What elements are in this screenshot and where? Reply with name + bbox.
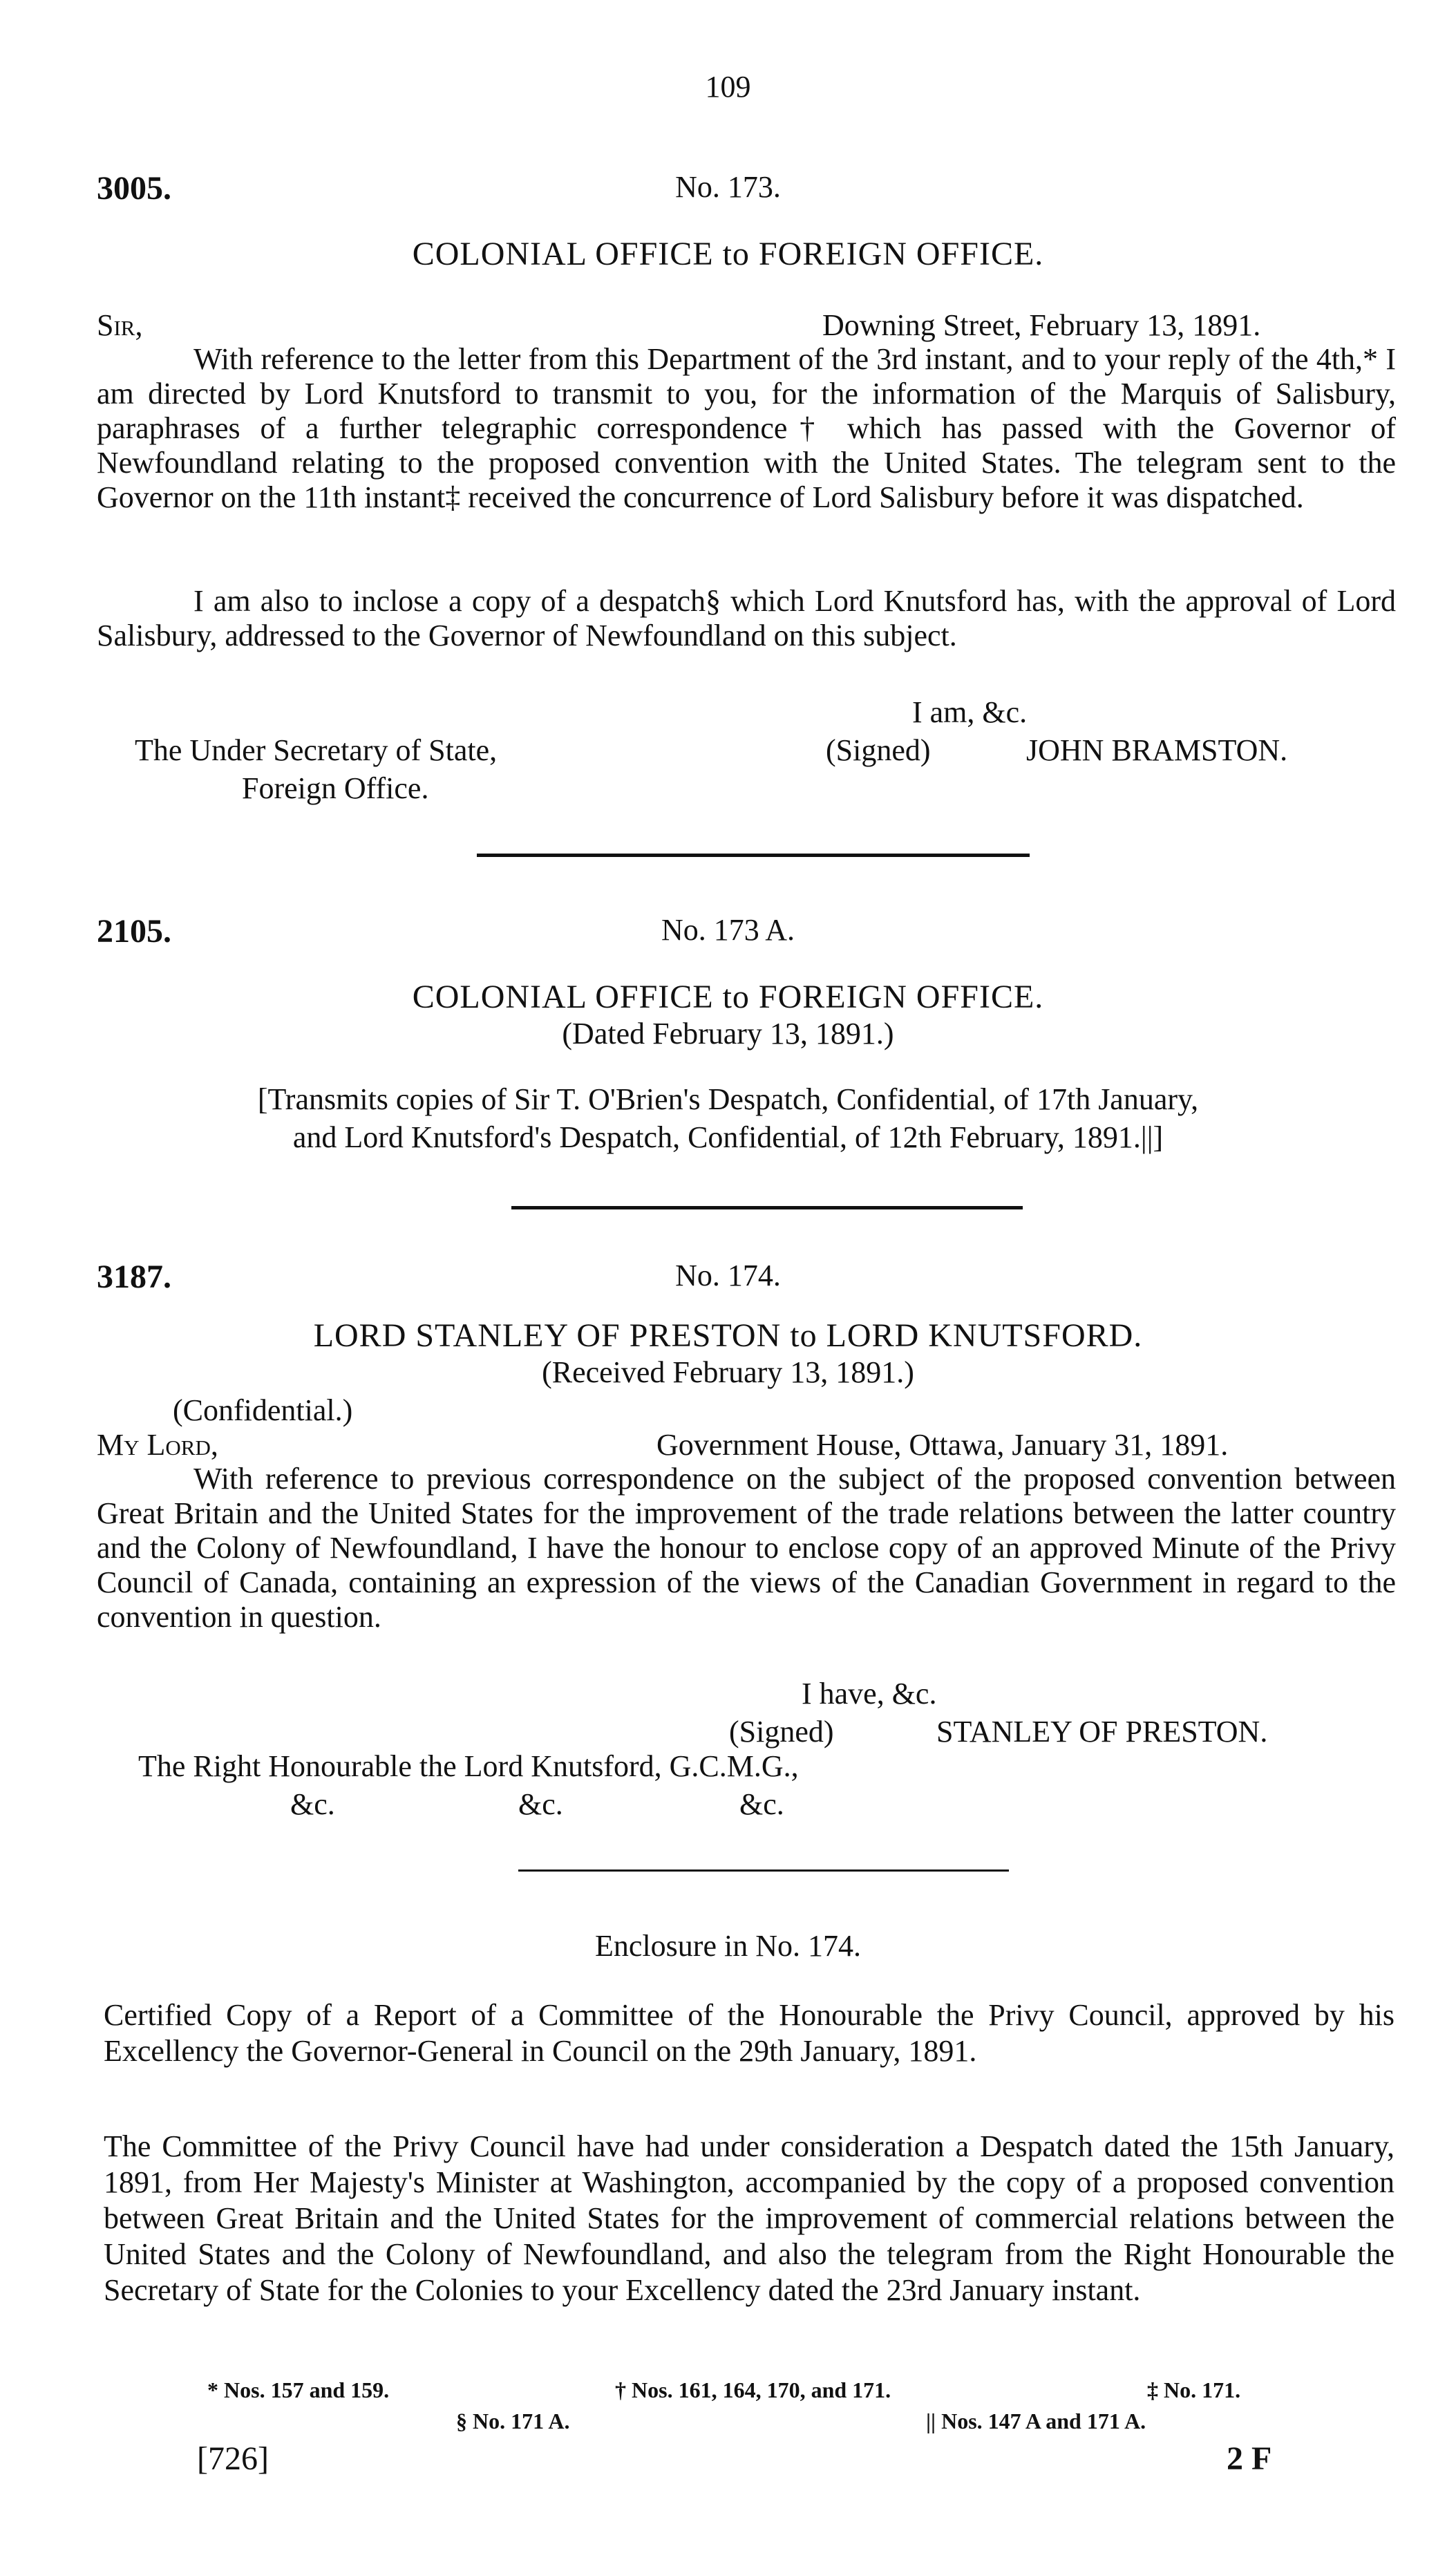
reference-number: 2105. — [97, 913, 171, 950]
section-divider — [518, 1869, 1009, 1872]
letter-paragraph: With reference to the letter from this Department of the 3rd instant, and to your reply of the 4th,* I am directed by Lord Knutsford to transmit to you, for the information of the Marquis of Salisbury, paraphrases of a further telegraphic correspondence† which has passed with the Governor of Newfoundland relating to the proposed convention with the United States. The telegram sent to the Governor on the 11th instant‡ received the concurrence of Lord Salisbury before it was dispatched. — [97, 342, 1396, 514]
summary-line: [Transmits copies of Sir T. O'Brien's Despatch, Confidential, of 17th January, — [257, 1082, 1199, 1116]
addressee-office: Foreign Office. — [242, 771, 429, 805]
place-date: Government House, Ottawa, January 31, 1891. — [656, 1428, 1229, 1462]
footnote: † Nos. 161, 164, 170, and 171. — [615, 2377, 891, 2402]
enclosure-heading: Enclosure in No. 174. — [595, 1929, 861, 1963]
etc-mark: &c. — [290, 1787, 335, 1821]
letter-paragraph: I am also to inclose a copy of a despatch§ which Lord Knutsford has, with the approval of Lord Salisbury, addressed to the Governor of Newfoundland on this subject. — [97, 584, 1396, 652]
page-number: 109 — [705, 70, 751, 104]
document-number: No. 173 A. — [661, 913, 795, 947]
footnote: * Nos. 157 and 159. — [207, 2377, 390, 2402]
section-heading: COLONIAL OFFICE to FOREIGN OFFICE. — [412, 979, 1044, 1015]
closing: I have, &c. — [802, 1677, 937, 1711]
footnote: § No. 171 A. — [456, 2409, 570, 2433]
printer-mark: [726] — [197, 2440, 269, 2477]
closing: I am, &c. — [912, 695, 1028, 729]
enclosure-paragraph: The Committee of the Privy Council have had under consideration a Despatch dated the 15th January, 1891, from Her Majesty's Minister at Washington, accompanied by the copy of a proposed convention between Great Britain and the United States for the improvement of commercial relations between the United States and the Colony of Newfoundland, and also the telegram from the Right Honourable the Secretary of State for the Colonies to your Excellency dated the 23rd January instant. — [104, 2129, 1394, 2307]
signer-name: JOHN BRAMSTON. — [1026, 733, 1288, 767]
section-subheading: (Dated February 13, 1891.) — [562, 1017, 894, 1051]
etc-mark: &c. — [518, 1787, 563, 1821]
footnote: || Nos. 147 A and 171 A. — [926, 2409, 1146, 2433]
letter-paragraph: With reference to previous correspondence on the subject of the proposed convention between Great Britain and the United States for the improvement of the trade relations between the latter country and the Colony of Newfoundland, I have the honour to enclose copy of an approved Minute of the Privy Council of Canada, containing an expression of the views of the Canadian Government in regard to the convention in question. — [97, 1462, 1396, 1634]
section-heading: LORD STANLEY OF PRESTON to LORD KNUTSFORD. — [313, 1317, 1143, 1354]
salutation: My Lord, — [97, 1428, 218, 1462]
signature-mark: 2 F — [1227, 2440, 1272, 2477]
document-number: No. 174. — [675, 1259, 781, 1292]
signed-label: (Signed) — [826, 733, 931, 767]
signed-label: (Signed) — [729, 1715, 834, 1749]
footnote: ‡ No. 171. — [1147, 2377, 1241, 2402]
section-heading: COLONIAL OFFICE to FOREIGN OFFICE. — [412, 236, 1044, 272]
signer-name: STANLEY OF PRESTON. — [936, 1715, 1268, 1749]
addressee: The Under Secretary of State, — [135, 733, 498, 767]
confidential-label: (Confidential.) — [173, 1393, 353, 1427]
section-divider — [477, 854, 1030, 857]
section-subheading: (Received February 13, 1891.) — [542, 1355, 914, 1389]
salutation: Sir, — [97, 308, 143, 342]
place-date: Downing Street, February 13, 1891. — [822, 308, 1261, 342]
enclosure-intro: Certified Copy of a Report of a Committee of the Honourable the Privy Council, approved by his Excellency the Governor-General in Council on the 29th January, 1891. — [104, 1998, 1394, 2068]
addressee: The Right Honourable the Lord Knutsford, G.C.M.G., — [138, 1749, 799, 1783]
section-divider — [511, 1206, 1023, 1209]
reference-number: 3187. — [97, 1259, 171, 1295]
reference-number: 3005. — [97, 170, 171, 207]
summary-line: and Lord Knutsford's Despatch, Confidential, of 12th February, 1891.||] — [292, 1120, 1164, 1154]
etc-mark: &c. — [739, 1787, 784, 1821]
document-number: No. 173. — [675, 170, 781, 204]
